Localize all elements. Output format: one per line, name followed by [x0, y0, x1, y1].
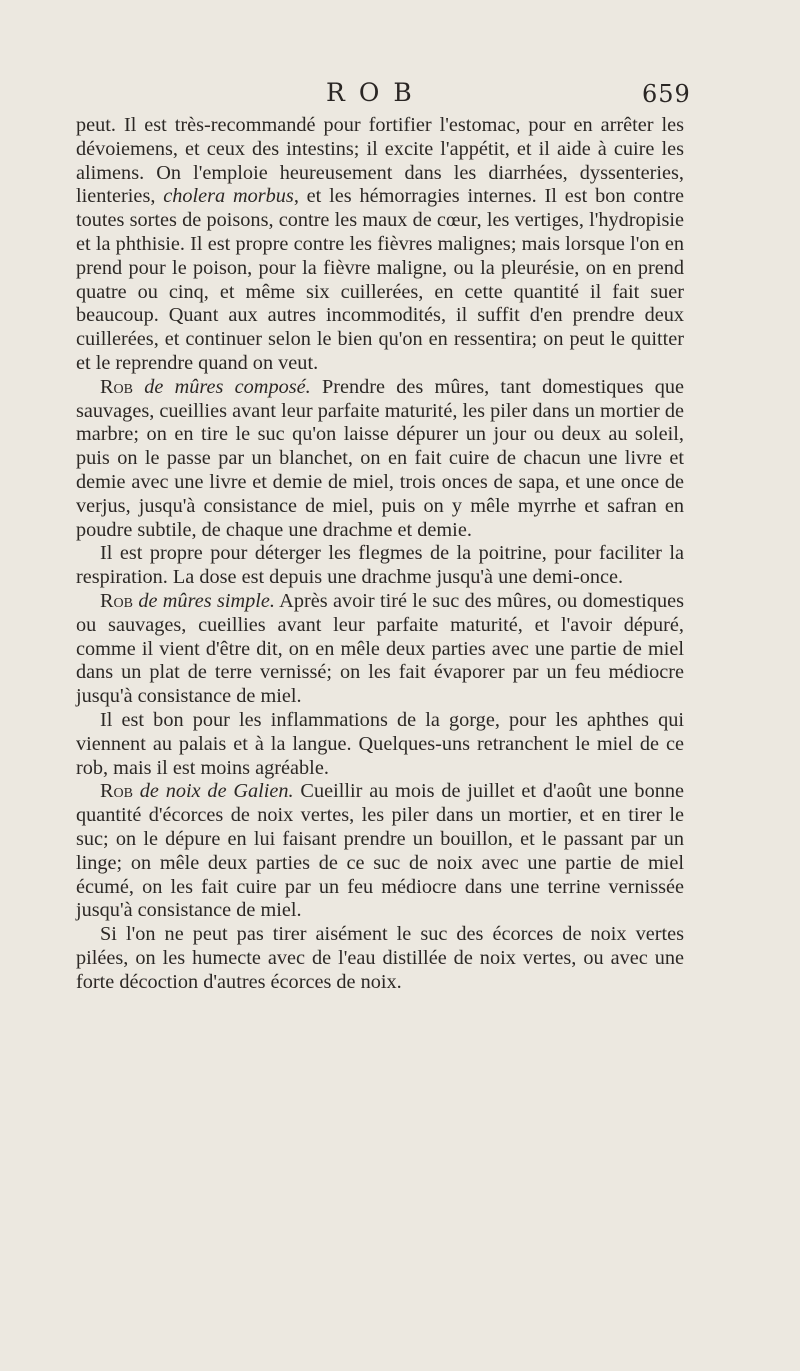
- entry-headword: Rob: [100, 375, 133, 398]
- paragraph: [76, 542, 684, 590]
- text-segment: Il est propre pour déterger les flegmes de la poitrine, pour faciliter la respiration. La dose est depuis une drachme jusqu'à une demi-once.: [76, 542, 684, 589]
- text-segment: , et les hémorragies internes. Il est bon contre toutes sortes de poisons, contre les maux de cœur, les vertiges, l'hydropisie et la phthisie. Il est propre contre les fièvres malignes; mais lorsque l'on en prend pour le poison, pour la fièvre maligne, ou la pleurésie, on en prend quatre ou cinq, et même six cuillerées, en cette quantité il fait suer beaucoup. Quant aux autres incommodités, il suffit d'en prendre deux cuillerées, et continuer selon le bien qu'on en ressentira; on peut le quitter et le reprendre quand on veut.: [76, 185, 684, 374]
- paragraph: [76, 590, 684, 709]
- paragraph: [76, 709, 684, 780]
- page-header: [0, 78, 800, 114]
- text-segment: Cueillir au mois de juillet et d'août une bonne quantité d'écorces de noix vertes, les piler dans un mortier, et en tirer le suc; on le dépure en lui faisant prendre un bouillon, et le passant par un linge; on mêle deux parties de ce suc de noix avec une partie de miel écumé, on les fait cuire par un feu médiocre dans une terrine vernissée jusqu'à consistance de miel.: [76, 780, 684, 922]
- italic-term: cholera morbus: [163, 185, 294, 208]
- entry-headword: Rob: [100, 589, 133, 612]
- page-number: 659: [642, 80, 691, 108]
- entry-headword: Rob: [100, 780, 133, 803]
- text-segment: Si l'on ne peut pas tirer aisément le suc des écorces de noix vertes pilées, on les humecte avec de l'eau distillée de noix vertes, ou avec une forte décoction d'autres écorces de noix.: [76, 923, 684, 993]
- paragraph: [76, 114, 684, 376]
- text-segment: Il est bon pour les inflammations de la gorge, pour les aphthes qui viennent au palais et à la langue. Quelques-uns retranchent le miel de ce rob, mais il est moins agréable.: [76, 708, 684, 779]
- body-text: [76, 114, 684, 994]
- entry-subtitle: de mûres simple.: [132, 589, 275, 612]
- text-segment: Après avoir tiré le suc des mûres, ou domestiques ou sauvages, cueillies avant leur parfaite maturité, et l'avoir dépuré, comme il vient d'être dit, on en mêle deux parties avec une partie de miel dans un plat de terre vernissé; on les fait évaporer par un feu médiocre jusqu'à consistance de miel.: [76, 589, 684, 708]
- paragraph: [76, 780, 684, 923]
- text-segment: Prendre des mûres, tant domestiques que sauvages, cueillies avant leur parfaite maturité, les piler dans un mortier de marbre; on en tire le suc qu'on laisse dépurer un jour ou deux au soleil, puis on le passe par un blanchet, on en fait cuire de chacun une livre et demie avec une livre et demie de miel, trois onces de sapa, et une once de verjus, jusqu'à consistance de miel, puis on y mêle myrrhe et safran en poudre subtile, de chaque une drachme et demie.: [76, 375, 684, 541]
- text-segment: peut. Il est très-recommandé pour fortifier l'estomac, pour en arrêter les dévoiemens, et ceux des intestins; il excite l'appétit, et il aide à cuire les alimens. On l'emploie heureusement dans les diarrhées, dyssenteries, lienteries,: [76, 114, 684, 208]
- paragraph: [76, 376, 684, 543]
- paragraph: [76, 923, 684, 994]
- running-head: ROB: [326, 78, 426, 107]
- entry-subtitle: de noix de Galien.: [132, 780, 294, 803]
- entry-subtitle: de mûres composé.: [132, 375, 311, 398]
